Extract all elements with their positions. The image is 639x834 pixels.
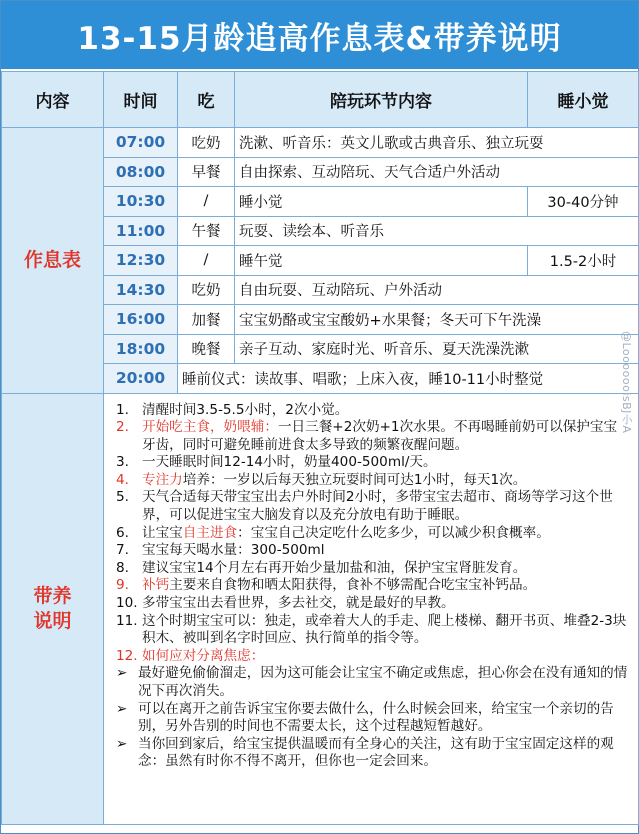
time-cell: 07:00 <box>104 128 178 158</box>
time-cell: 08:00 <box>104 157 178 187</box>
list-text <box>142 472 630 490</box>
list-number: 10. <box>116 595 138 612</box>
play-cell: 自由玩耍、互动陪玩、户外活动 <box>235 275 639 305</box>
list-text <box>142 560 630 578</box>
page-title: 13-15月龄追高作息表&带养说明 <box>1 1 638 71</box>
eat-cell: 晚餐 <box>178 334 235 364</box>
header-time: 时间 <box>104 72 178 128</box>
bullet-item <box>116 736 630 771</box>
time-cell: 12:30 <box>104 246 178 276</box>
notes-cell <box>104 393 639 824</box>
list-number: 4. <box>116 471 129 488</box>
time-cell: 10:30 <box>104 187 178 217</box>
play-cell: 亲子互动、家庭时光、听音乐、夏天洗澡洗漱 <box>235 334 639 364</box>
list-number: 7. <box>116 542 129 559</box>
watermark: @LooooooisBJ小A <box>620 331 633 434</box>
list-number: 12. <box>116 647 138 664</box>
list-body: 主要来自食物和晒太阳获得，食补不够需配合吃宝宝补钙品。 <box>169 577 537 594</box>
arrow-bullet-icon: ➢ <box>116 735 128 752</box>
bullet-item <box>116 665 630 700</box>
list-number: 3. <box>116 454 129 471</box>
time-cell: 20:00 <box>104 364 178 394</box>
list-item <box>116 577 630 595</box>
list-highlight: 自主进食 <box>182 524 238 541</box>
list-text <box>142 542 630 560</box>
list-text-prefix: 让宝宝 <box>142 524 183 541</box>
eat-cell: / <box>178 246 235 276</box>
list-body: 一日三餐+2次奶+1次水果。不再喝睡前奶可以保护宝宝牙齿，同时可避免睡前进食太多导致的频繁夜醒问题。 <box>142 419 618 453</box>
bullet-text: 当你回到家后，给宝宝提供温暖而有全身心的关注，这有助于宝宝固定这样的观念：虽然有时你不得不离开，但你也一定会回来。 <box>138 735 614 770</box>
list-item <box>116 489 630 524</box>
bullet-text: 可以在离开之前告诉宝宝你要去做什么，什么时候会回来，给宝宝一个亲切的告别，另外告别的时间也不需要太长，这个过程越短暂越好。 <box>138 700 614 735</box>
schedule-table <box>1 71 639 825</box>
list-item <box>116 542 630 560</box>
list-body: 天气合适每天带宝宝出去户外时间2小时，多带宝宝去超市、商场等学习这个世界，可以促进宝宝大脑发育以及充分放电有助于睡眠。 <box>142 489 613 524</box>
list-item <box>116 525 630 543</box>
list-item <box>116 402 630 420</box>
list-number: 8. <box>116 559 129 576</box>
bullet-item <box>116 701 630 736</box>
list-highlight: 专注力 <box>142 471 183 488</box>
list-item <box>116 454 630 472</box>
list-text <box>142 648 630 666</box>
time-cell: 11:00 <box>104 216 178 246</box>
list-text <box>142 595 630 613</box>
play-cell: 玩耍、读绘本、听音乐 <box>235 216 639 246</box>
notes-list <box>116 402 630 771</box>
list-text <box>142 419 630 454</box>
play-cell: 睡午觉 <box>235 246 528 276</box>
eat-cell: 吃奶 <box>178 275 235 305</box>
time-cell: 14:30 <box>104 275 178 305</box>
list-text <box>142 402 630 420</box>
arrow-bullet-icon: ➢ <box>116 665 128 682</box>
eat-cell: 午餐 <box>178 216 235 246</box>
play-cell: 自由探索、互动陪玩、天气合适户外活动 <box>235 157 639 187</box>
eat-cell: / <box>178 187 235 217</box>
list-text <box>142 577 630 595</box>
list-number: 11. <box>116 612 138 629</box>
list-highlight: 开始吃主食，奶喂辅： <box>142 419 278 436</box>
list-item <box>116 595 630 613</box>
list-text <box>142 454 630 472</box>
list-number: 6. <box>116 524 129 541</box>
nap-cell: 30-40分钟 <box>528 187 639 217</box>
list-text <box>142 613 630 648</box>
bedtime-cell: 睡前仪式：读故事、唱歌；上床入夜，睡10-11小时整觉 <box>178 364 639 394</box>
header-play: 陪玩环节内容 <box>235 72 528 128</box>
list-item <box>116 560 630 578</box>
list-body: 一天睡眠时间12-14小时，奶量400-500ml/天。 <box>142 454 437 471</box>
eat-cell: 加餐 <box>178 305 235 335</box>
play-cell: 睡小觉 <box>235 187 528 217</box>
list-body: 清醒时间3.5-5.5小时，2次小觉。 <box>142 401 349 418</box>
list-item <box>116 419 630 454</box>
list-highlight: 如何应对分离焦虑： <box>142 647 265 664</box>
header-nap: 睡小觉 <box>528 72 639 128</box>
eat-cell: 早餐 <box>178 157 235 187</box>
list-body: 多带宝宝出去看世界，多去社交，就是最好的早教。 <box>142 595 455 612</box>
time-cell: 16:00 <box>104 305 178 335</box>
list-body: 建议宝宝14个月左右再开始少量加盐和油，保护宝宝肾脏发育。 <box>142 559 527 576</box>
list-highlight: 补钙 <box>142 577 170 594</box>
arrow-bullet-icon: ➢ <box>116 700 128 717</box>
list-text <box>142 489 630 524</box>
nap-cell: 1.5-2小时 <box>528 246 639 276</box>
list-body: 培养：一岁以后每天独立玩耍时间可达1小时，每天1次。 <box>182 471 527 488</box>
list-item <box>116 472 630 490</box>
play-cell: 洗漱、听音乐：英文儿歌或古典音乐、独立玩耍 <box>235 128 639 158</box>
table-row <box>2 128 639 158</box>
list-text <box>142 525 630 543</box>
play-cell: 宝宝奶酪或宝宝酸奶+水果餐；冬天可下午洗澡 <box>235 305 639 335</box>
notes-row <box>2 393 639 824</box>
header-eat: 吃 <box>178 72 235 128</box>
list-item <box>116 648 630 666</box>
list-number: 1. <box>116 401 129 418</box>
list-number: 2. <box>116 419 129 436</box>
time-cell: 18:00 <box>104 334 178 364</box>
schedule-label: 作息表 <box>2 128 104 394</box>
list-item <box>116 613 630 648</box>
list-body: ：宝宝自己决定吃什么吃多少，可以减少积食概率。 <box>237 524 550 541</box>
list-number: 9. <box>116 577 129 594</box>
eat-cell: 吃奶 <box>178 128 235 158</box>
list-number: 5. <box>116 489 129 506</box>
bullet-text: 最好避免偷偷溜走，因为这可能会让宝宝不确定或焦虑，担心你会在没有通知的情况下再次消失。 <box>138 665 628 699</box>
notes-label-text: 带养说明 <box>33 584 72 632</box>
list-body: 宝宝每天喝水量：300-500ml <box>142 542 325 559</box>
header-content: 内容 <box>2 72 104 128</box>
list-body: 这个时期宝宝可以：独走，或牵着大人的手走、爬上楼梯、翻开书页、堆叠2-3块积木、被叫到名字时回应、执行简单的指令等。 <box>142 612 627 647</box>
notes-label <box>2 393 104 824</box>
